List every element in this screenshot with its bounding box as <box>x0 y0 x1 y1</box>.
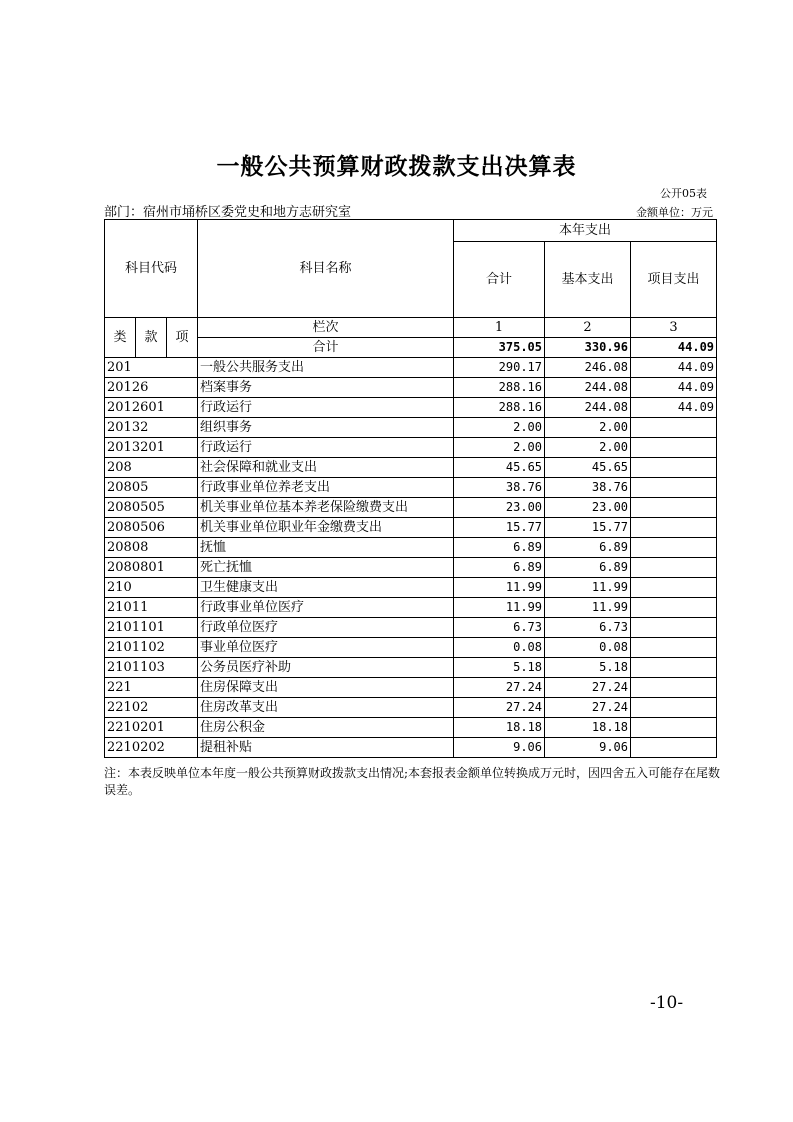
row-project <box>631 438 717 458</box>
table-row <box>105 658 717 678</box>
table-row <box>105 578 717 598</box>
row-name: 行政事业单位医疗 <box>198 598 454 618</box>
row-project <box>631 418 717 438</box>
row-total: 27.24 <box>454 698 545 718</box>
row-code: 2013201 <box>105 438 198 458</box>
row-code: 2080505 <box>105 498 198 518</box>
row-code: 2210201 <box>105 718 198 738</box>
header-subject-code: 科目代码 <box>105 220 198 318</box>
row-name: 公务员医疗补助 <box>198 658 454 678</box>
row-code: 2080801 <box>105 558 198 578</box>
header-basic: 基本支出 <box>545 242 631 318</box>
table-row <box>105 458 717 478</box>
row-basic: 2.00 <box>545 418 631 438</box>
row-code: 20808 <box>105 538 198 558</box>
header-subject-name: 科目名称 <box>198 220 454 318</box>
row-project <box>631 638 717 658</box>
row-project <box>631 458 717 478</box>
row-project: 44.09 <box>631 358 717 378</box>
row-code: 2080506 <box>105 518 198 538</box>
row-code: 22102 <box>105 698 198 718</box>
table-row <box>105 438 717 458</box>
row-name: 住房公积金 <box>198 718 454 738</box>
table-row <box>105 498 717 518</box>
row-basic: 11.99 <box>545 598 631 618</box>
row-name: 行政运行 <box>198 438 454 458</box>
row-project <box>631 578 717 598</box>
row-code: 21011 <box>105 598 198 618</box>
row-basic: 9.06 <box>545 738 631 758</box>
row-code: 2210202 <box>105 738 198 758</box>
row-total: 23.00 <box>454 498 545 518</box>
row-total: 11.99 <box>454 578 545 598</box>
table-row <box>105 738 717 758</box>
row-name: 事业单位医疗 <box>198 638 454 658</box>
row-project <box>631 678 717 698</box>
row-total: 6.89 <box>454 558 545 578</box>
row-basic: 6.89 <box>545 558 631 578</box>
header-category: 类 <box>105 318 136 358</box>
row-name: 卫生健康支出 <box>198 578 454 598</box>
row-code: 20805 <box>105 478 198 498</box>
document-title: 一般公共预算财政拨款支出决算表 <box>216 154 577 180</box>
row-total: 45.65 <box>454 458 545 478</box>
row-basic: 5.18 <box>545 658 631 678</box>
row-total: 27.24 <box>454 678 545 698</box>
row-basic: 0.08 <box>545 638 631 658</box>
row-total: 18.18 <box>454 718 545 738</box>
header-item: 项 <box>167 318 198 358</box>
table-row <box>105 358 717 378</box>
row-name: 抚恤 <box>198 538 454 558</box>
row-project <box>631 558 717 578</box>
row-project <box>631 478 717 498</box>
row-basic: 15.77 <box>545 518 631 538</box>
row-code: 2101101 <box>105 618 198 638</box>
row-basic: 11.99 <box>545 578 631 598</box>
row-basic: 2.00 <box>545 438 631 458</box>
summary-project: 44.09 <box>631 338 717 358</box>
header-column-no: 栏次 <box>198 318 454 338</box>
row-code: 210 <box>105 578 198 598</box>
table-row <box>105 398 717 418</box>
row-name: 行政运行 <box>198 398 454 418</box>
row-name: 档案事务 <box>198 378 454 398</box>
header-col1: 1 <box>454 318 545 338</box>
header-col3: 3 <box>631 318 717 338</box>
row-basic: 23.00 <box>545 498 631 518</box>
table-row <box>105 698 717 718</box>
row-basic: 27.24 <box>545 698 631 718</box>
row-name: 机关事业单位职业年金缴费支出 <box>198 518 454 538</box>
table-row <box>105 418 717 438</box>
row-code: 20126 <box>105 378 198 398</box>
table-row <box>105 598 717 618</box>
row-total: 9.06 <box>454 738 545 758</box>
row-total: 11.99 <box>454 598 545 618</box>
row-project <box>631 518 717 538</box>
row-basic: 27.24 <box>545 678 631 698</box>
row-total: 6.89 <box>454 538 545 558</box>
row-code: 2012601 <box>105 398 198 418</box>
row-name: 一般公共服务支出 <box>198 358 454 378</box>
row-project <box>631 538 717 558</box>
page-number: -10- <box>650 993 684 1013</box>
row-name: 住房改革支出 <box>198 698 454 718</box>
row-total: 6.73 <box>454 618 545 638</box>
row-basic: 45.65 <box>545 458 631 478</box>
footnote: 注：本表反映单位本年度一般公共预算财政拨款支出情况;本套报表金额单位转换成万元时，因四舍五入可能存在尾数误差。 <box>104 766 721 797</box>
row-name: 社会保障和就业支出 <box>198 458 454 478</box>
row-project <box>631 738 717 758</box>
summary-label: 合计 <box>198 338 454 358</box>
table-row <box>105 518 717 538</box>
table-row <box>105 678 717 698</box>
department-label: 部门：宿州市埇桥区委党史和地方志研究室 <box>104 205 352 220</box>
row-code: 208 <box>105 458 198 478</box>
table-row <box>105 558 717 578</box>
table-code: 公开05表 <box>660 187 707 200</box>
summary-basic: 330.96 <box>545 338 631 358</box>
row-basic: 38.76 <box>545 478 631 498</box>
row-code: 20132 <box>105 418 198 438</box>
row-basic: 246.08 <box>545 358 631 378</box>
row-project <box>631 658 717 678</box>
row-name: 死亡抚恤 <box>198 558 454 578</box>
table-row <box>105 378 717 398</box>
row-total: 2.00 <box>454 418 545 438</box>
header-project: 项目支出 <box>631 242 717 318</box>
expenditure-table <box>104 219 717 758</box>
row-basic: 6.89 <box>545 538 631 558</box>
row-project <box>631 718 717 738</box>
row-code: 201 <box>105 358 198 378</box>
row-project <box>631 598 717 618</box>
row-code: 2101102 <box>105 638 198 658</box>
table-row <box>105 618 717 638</box>
summary-total: 375.05 <box>454 338 545 358</box>
row-total: 288.16 <box>454 378 545 398</box>
row-total: 0.08 <box>454 638 545 658</box>
row-code: 2101103 <box>105 658 198 678</box>
row-project: 44.09 <box>631 398 717 418</box>
row-basic: 244.08 <box>545 398 631 418</box>
unit-label: 金额单位：万元 <box>636 206 713 219</box>
row-total: 288.16 <box>454 398 545 418</box>
table-row <box>105 718 717 738</box>
row-basic: 18.18 <box>545 718 631 738</box>
header-col2: 2 <box>545 318 631 338</box>
table-row <box>105 638 717 658</box>
row-name: 机关事业单位基本养老保险缴费支出 <box>198 498 454 518</box>
row-project <box>631 698 717 718</box>
row-project: 44.09 <box>631 378 717 398</box>
row-project <box>631 618 717 638</box>
row-name: 行政事业单位养老支出 <box>198 478 454 498</box>
row-basic: 6.73 <box>545 618 631 638</box>
row-total: 5.18 <box>454 658 545 678</box>
table-row <box>105 538 717 558</box>
header-section: 款 <box>136 318 167 358</box>
row-name: 组织事务 <box>198 418 454 438</box>
row-total: 2.00 <box>454 438 545 458</box>
row-code: 221 <box>105 678 198 698</box>
row-name: 住房保障支出 <box>198 678 454 698</box>
row-name: 行政单位医疗 <box>198 618 454 638</box>
header-total: 合计 <box>454 242 545 318</box>
table-row <box>105 478 717 498</box>
row-project <box>631 498 717 518</box>
header-current-year: 本年支出 <box>454 220 717 242</box>
row-name: 提租补贴 <box>198 738 454 758</box>
row-total: 15.77 <box>454 518 545 538</box>
row-total: 290.17 <box>454 358 545 378</box>
row-total: 38.76 <box>454 478 545 498</box>
row-basic: 244.08 <box>545 378 631 398</box>
